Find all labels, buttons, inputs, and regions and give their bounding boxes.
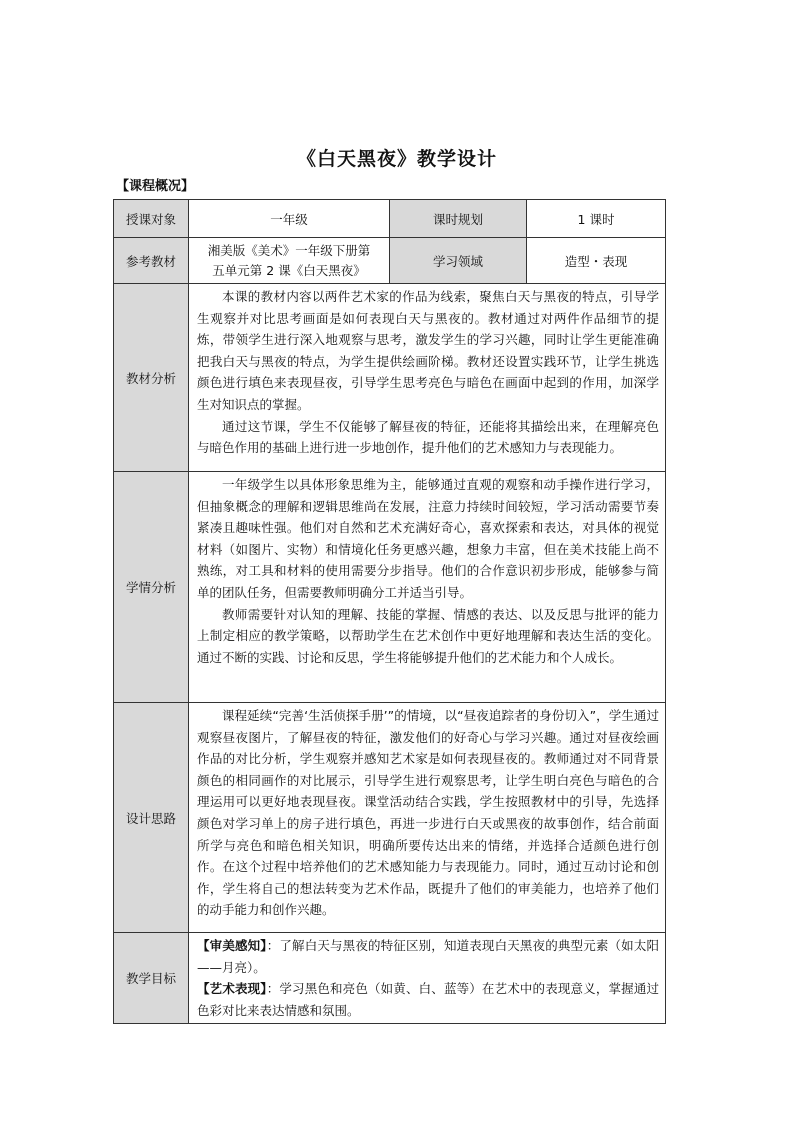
objectives-content [189, 933, 666, 1024]
section-heading-overview: 【课程概况】 [116, 179, 195, 194]
textbook-label: 参考教材 [114, 238, 189, 284]
document-title: 《白天黑夜》教学设计 [296, 148, 497, 170]
design-idea-paragraph-1: 课程延续“完善‘生活侦探手册’”的情境，以“昼夜追踪者的身份切入”，学生通过观察昼夜图片，了解昼夜的特征，激发他们的好奇心与学习兴趣。通过对昼夜绘画作品的对比分析，学生观察并感知艺术家是如何表现昼夜的。教师通过对不同背景颜色的相同画作的对比展示，引导学生进行观察思考，让学生明白亮色与暗色的合理运用可以更好地表现昼夜。课堂活动结合实践，学生按照教材中的引导，先选择颜色对学习单上的房子进行填色，再进一步进行白天或黑夜的故事创作，结合前面所学与亮色和暗色相关知识，明确所要传达出来的情绪，并选择合适颜色进行创作。在这个过程中培养他们的艺术感知能力与表现能力。同时，通过互动讨论和创作，学生将自己的想法转变为艺术作品，既提升了他们的审美能力，也培养了他们的动手能力和创作兴趣。 [197, 708, 659, 918]
target-label: 授课对象 [114, 200, 189, 238]
table-row-material-analysis [114, 284, 666, 472]
hours-value: 1 课时 [527, 200, 666, 238]
objective-item [197, 978, 659, 1021]
domain-label: 学习领域 [390, 238, 527, 284]
student-analysis-paragraph-2: 教师需要针对认知的理解、技能的掌握、情感的表达、以及反思与批评的能力上制定相应的教学策略，以帮助学生在艺术创作中更好地理解和表达生活的变化。通过不断的实践、讨论和反思，学生将能够提升他们的艺术能力和个人成长。 [197, 606, 659, 665]
objectives-label: 教学目标 [114, 933, 189, 1024]
hours-label: 课时规划 [390, 200, 527, 238]
objective-tag: 【审美感知】 [197, 938, 267, 953]
student-analysis-label: 学情分析 [114, 472, 189, 703]
material-analysis-label: 教材分析 [114, 284, 189, 472]
table-row-student-analysis [114, 472, 666, 703]
design-idea-label: 设计思路 [114, 703, 189, 933]
table-row-textbook [114, 238, 666, 284]
textbook-value [189, 238, 390, 284]
table-row-target [114, 200, 666, 238]
material-analysis-content [189, 284, 666, 472]
material-analysis-paragraph-2: 通过这节课，学生不仅能够了解昼夜的特征，还能将其描绘出来，在理解亮色与暗色作用的基础上进行进一步地创作，提升他们的艺术感知力与表现能力。 [197, 418, 659, 456]
table-row-design-idea [114, 703, 666, 933]
design-idea-content [189, 703, 666, 933]
lesson-overview-table [113, 199, 666, 1024]
textbook-line-1: 湘美版《美术》一年级下册第 [207, 242, 371, 258]
objective-tag: 【艺术表现】 [197, 981, 267, 997]
objective-item [197, 935, 659, 978]
textbook-line-2: 五单元第 2 课《白天黑夜》 [212, 262, 366, 278]
target-value: 一年级 [189, 200, 390, 238]
objective-text: ：学习黑色和亮色（如黄、白、蓝等）在艺术中的表现意义，掌握通过色彩对比来表达情感和氛围。 [197, 981, 659, 1018]
student-analysis-paragraph-1: 一年级学生以具体形象思维为主，能够通过直观的观察和动手操作进行学习，但抽象概念的理解和逻辑思维尚在发展，注意力持续时间较短，学习活动需要节奏紧凑且趣味性强。他们对自然和艺术充满好奇心，喜欢探索和表达，对具体的视觉材料（如图片、实物）和情境化任务更感兴趣，想象力丰富，但在美术技能上尚不熟练，对工具和材料的使用需要分步指导。他们的合作意识初步形成，能够参与简单的团队任务，但需要教师明确分工并适当引导。 [197, 477, 659, 600]
domain-value: 造型・表现 [527, 238, 666, 284]
objective-text: ：了解白天与黑夜的特征区别，知道表现白天黑夜的典型元素（如太阳——月亮）。 [197, 938, 659, 975]
material-analysis-paragraph-1: 本课的教材内容以两件艺术家的作品为线索，聚焦白天与黑夜的特点，引导学生观察并对比思考画面是如何表现白天与黑夜的。教材通过对两件作品细节的提炼，带领学生进行深入地观察与思考，激发学生的学习兴趣，同时让学生更能准确把我白天与黑夜的特点，为学生提供绘画阶梯。教材还设置实践环节，让学生挑选颜色进行填色来表现昼夜，引导学生思考亮色与暗色在画面中起到的作用，加深学生对知识点的掌握。 [197, 289, 659, 412]
table-row-objectives [114, 933, 666, 1024]
student-analysis-content [189, 472, 666, 703]
